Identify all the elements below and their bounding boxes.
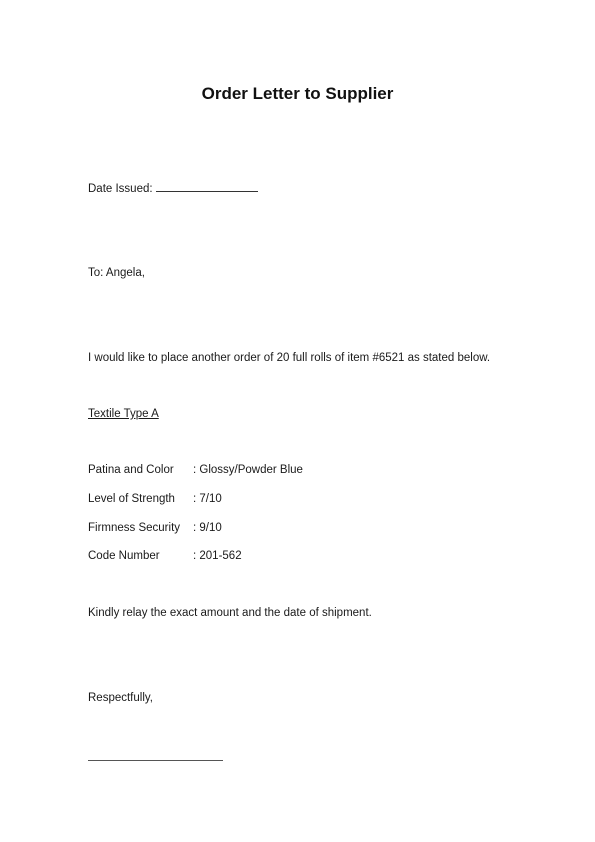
spec-value: : 9/10: [193, 522, 222, 534]
spec-row: [88, 493, 222, 505]
signature-line: [88, 760, 223, 761]
spec-label: Patina and Color: [88, 464, 174, 476]
recipient-line: To: Angela,: [88, 267, 145, 279]
spec-value: : Glossy/Powder Blue: [193, 464, 303, 476]
request-paragraph: Kindly relay the exact amount and the date of shipment.: [88, 607, 372, 619]
date-issued-blank: [156, 180, 258, 192]
date-issued-label: Date Issued:: [88, 183, 153, 195]
spec-value: : 201-562: [193, 550, 242, 562]
spec-row: [88, 464, 303, 476]
spec-label: Level of Strength: [88, 493, 175, 505]
spec-value: : 7/10: [193, 493, 222, 505]
body-paragraph: I would like to place another order of 20 full rolls of item #6521 as stated below.: [88, 352, 491, 364]
spec-label: Firmness Security: [88, 522, 181, 534]
closing-line: Respectfully,: [88, 692, 153, 704]
spec-row: [88, 522, 222, 534]
section-heading: Textile Type A: [88, 408, 159, 420]
spec-label: Code Number: [88, 550, 160, 562]
page-title: Order Letter to Supplier: [201, 84, 394, 103]
date-issued-line: [88, 180, 258, 195]
spec-row: [88, 550, 242, 562]
